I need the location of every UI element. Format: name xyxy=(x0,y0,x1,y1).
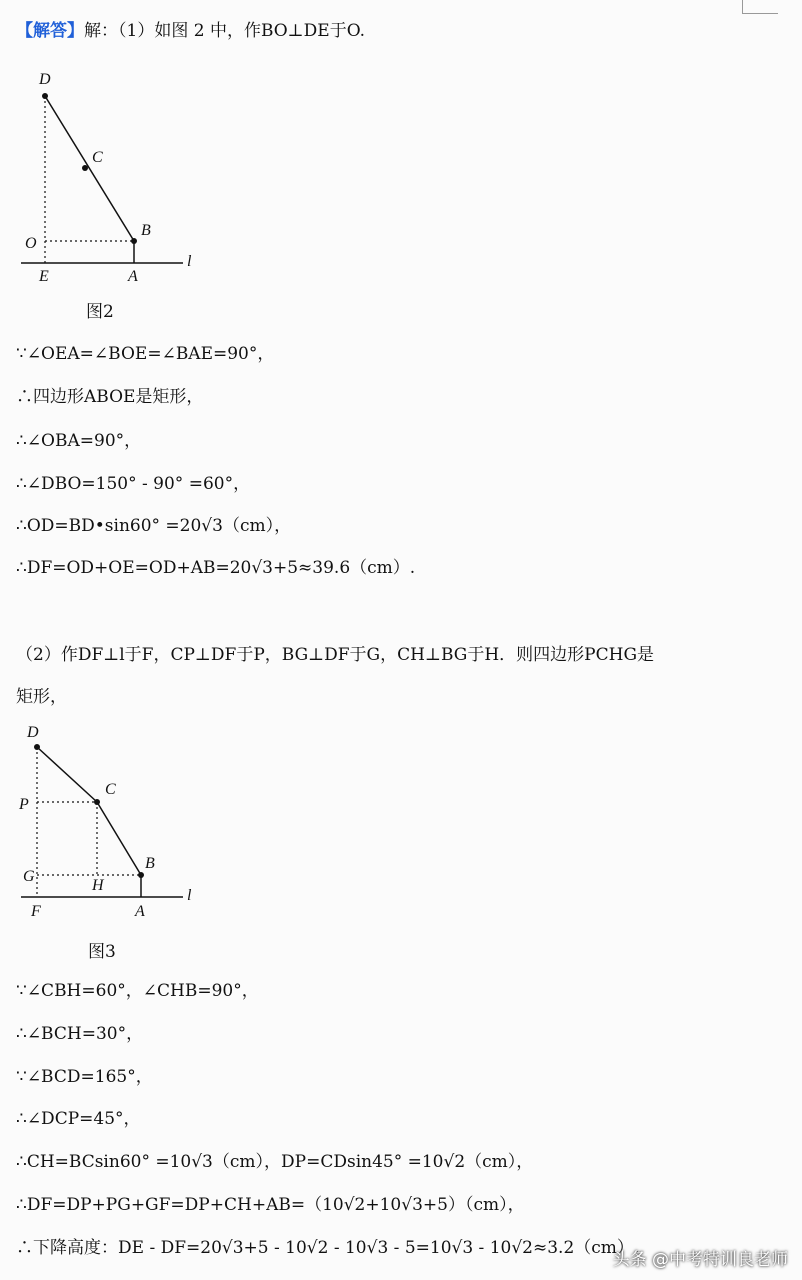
point-D xyxy=(34,744,40,750)
label-D: D xyxy=(27,724,39,741)
point-D xyxy=(42,93,48,99)
segment-DC xyxy=(37,747,97,802)
point-C xyxy=(82,165,88,171)
label-D: D xyxy=(39,71,51,88)
solution-intro-text: 解：（1）如图 2 中，作BO⊥DE于O. xyxy=(84,21,366,41)
segment-DB xyxy=(45,96,134,241)
label-E: E xyxy=(39,268,49,285)
figure-2-caption: 图2 xyxy=(86,302,114,322)
part1-line-2: ∴四边形ABOE是矩形， xyxy=(16,387,204,407)
part2-line-3: ∵∠BCD=165°， xyxy=(16,1067,153,1087)
figure-3 xyxy=(15,718,215,928)
label-F: F xyxy=(31,903,41,920)
label-B: B xyxy=(141,222,151,239)
part2-intro: （2）作DF⊥l于F，CP⊥DF于P，BG⊥DF于G，CH⊥BG于H．则四边形PCHG是 xyxy=(16,645,655,665)
point-B xyxy=(138,872,144,878)
part1-line-4: ∴∠DBO=150° - 90° =60°， xyxy=(16,474,251,494)
part1-line-5: ∴OD=BD•sin60° =20√3（cm）， xyxy=(16,516,292,536)
label-H: H xyxy=(92,877,104,894)
label-G: G xyxy=(23,868,35,885)
point-C xyxy=(94,799,100,805)
label-A: A xyxy=(128,268,138,285)
page-corner-mark-h xyxy=(742,13,778,14)
solution-intro xyxy=(16,20,365,42)
label-B: B xyxy=(145,855,155,872)
part2-line-7: ∴下降高度：DE - DF=20√3+5 - 10√2 - 10√3 - 5=10√3 - 10√2≈3.2（cm）. xyxy=(16,1238,640,1258)
label-l: l xyxy=(187,887,192,904)
label-O: O xyxy=(25,235,37,252)
part2-intro-cont: 矩形， xyxy=(16,687,67,707)
part2-line-4: ∴∠DCP=45°， xyxy=(16,1109,141,1129)
part2-line-6: ∴DF=DP+PG+GF=DP+CH+AB=（10√2+10√3+5）（cm）， xyxy=(16,1195,525,1215)
page-corner-mark xyxy=(742,0,743,14)
solution-tag: 【解答】 xyxy=(16,21,84,41)
figure-2 xyxy=(15,62,215,292)
part1-line-3: ∴∠OBA=90°， xyxy=(16,431,142,451)
label-P: P xyxy=(19,796,29,813)
part2-line-2: ∴∠BCH=30°， xyxy=(16,1024,144,1044)
label-C: C xyxy=(105,781,116,798)
label-C: C xyxy=(92,149,103,166)
part1-line-1: ∵∠OEA=∠BOE=∠BAE=90°， xyxy=(16,344,275,364)
segment-CB xyxy=(97,802,141,875)
part2-line-5: ∴CH=BCsin60° =10√3（cm），DP=CDsin45° =10√2（cm）， xyxy=(16,1152,534,1172)
point-B xyxy=(131,238,137,244)
label-l: l xyxy=(187,253,192,270)
label-A: A xyxy=(135,903,145,920)
watermark: 头条 @中考特训良老师 xyxy=(612,1250,788,1270)
part2-line-1: ∵∠CBH=60°，∠CHB=90°， xyxy=(16,981,259,1001)
part1-line-6: ∴DF=OD+OE=OD+AB=20√3+5≈39.6（cm）. xyxy=(16,558,416,578)
figure-3-caption: 图3 xyxy=(88,942,116,962)
